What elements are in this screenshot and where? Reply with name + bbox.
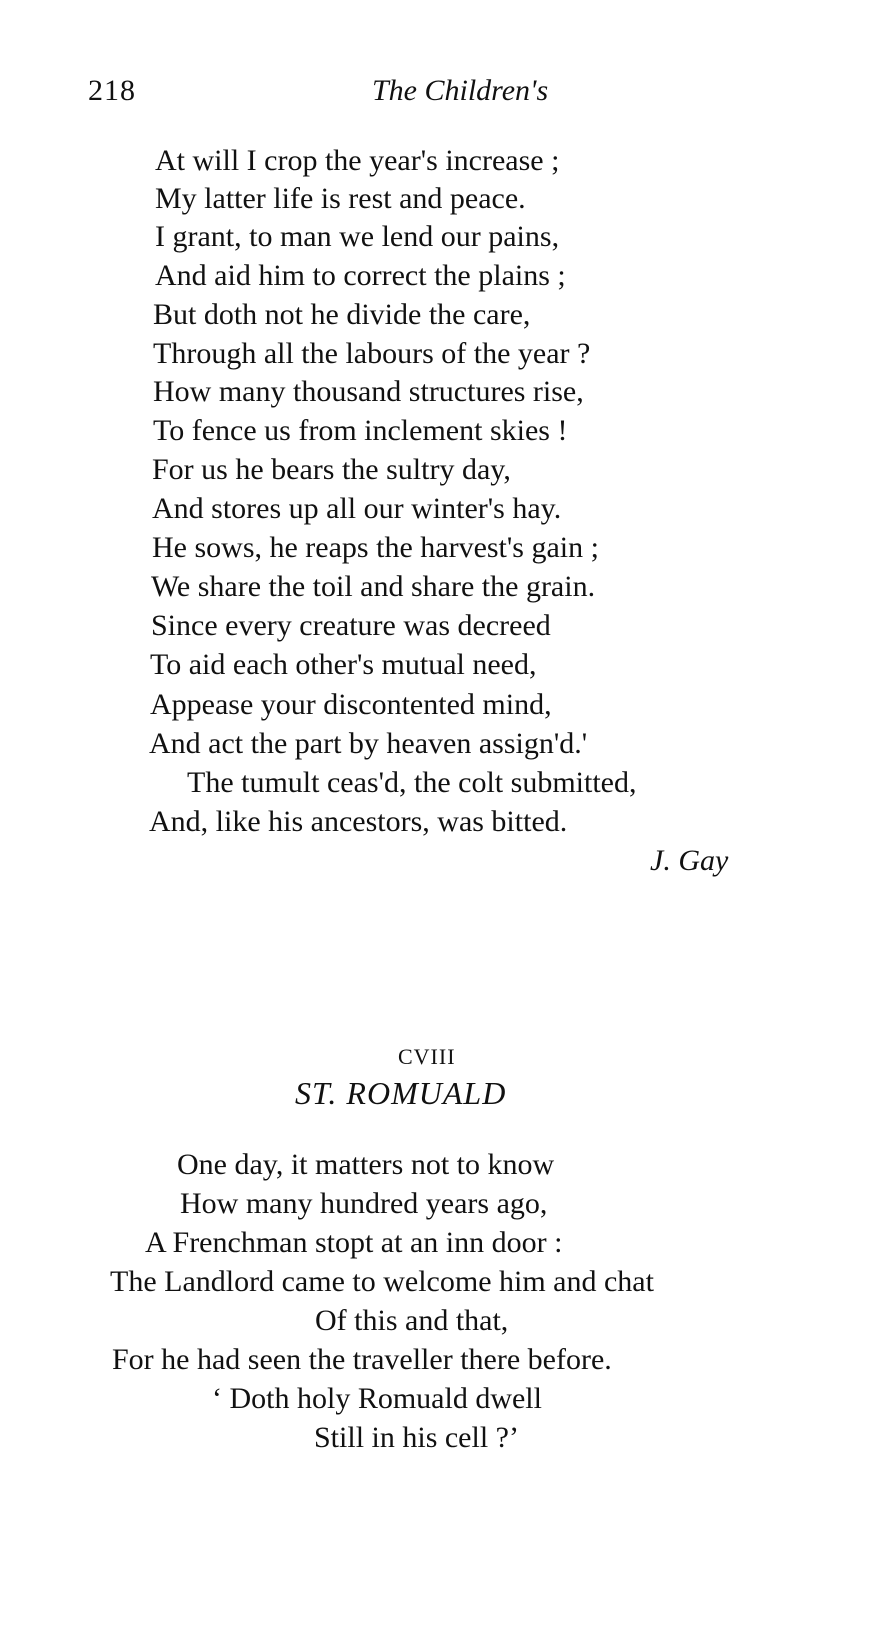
poem-line: The Landlord came to welcome him and chat bbox=[110, 1265, 654, 1298]
poem-line: But doth not he divide the care, bbox=[153, 298, 531, 331]
poem-line: To fence us from inclement skies ! bbox=[153, 414, 568, 447]
poem-line: I grant, to man we lend our pains, bbox=[155, 220, 560, 253]
poem-line: We share the toil and share the grain. bbox=[151, 570, 596, 603]
poem-line: The tumult ceas'd, the colt submitted, bbox=[187, 766, 637, 799]
running-title: The Children's bbox=[372, 74, 549, 107]
poem-line: Through all the labours of the year ? bbox=[153, 337, 591, 370]
poem-line: And stores up all our winter's hay. bbox=[152, 492, 562, 525]
poem-line: Appease your discontented mind, bbox=[150, 688, 552, 721]
poem-line: To aid each other's mutual need, bbox=[150, 648, 537, 681]
poem-line: Of this and that, bbox=[315, 1304, 509, 1337]
poem-line: Still in his cell ?’ bbox=[314, 1421, 519, 1454]
poem-line: And act the part by heaven assign'd.' bbox=[149, 727, 588, 760]
poem-line: For us he bears the sultry day, bbox=[152, 453, 511, 486]
poem-line: He sows, he reaps the harvest's gain ; bbox=[152, 531, 599, 564]
page-number: 218 bbox=[88, 74, 136, 107]
poem-line: How many hundred years ago, bbox=[180, 1187, 548, 1220]
poem-line: And aid him to correct the plains ; bbox=[155, 259, 566, 292]
poem-line: ‘ Doth holy Romuald dwell bbox=[212, 1382, 542, 1415]
poem-line: How many thousand structures rise, bbox=[153, 375, 584, 408]
poem-line: My latter life is rest and peace. bbox=[155, 182, 526, 215]
poem-line: And, like his ancestors, was bitted. bbox=[149, 805, 568, 838]
poem-number: CVIII bbox=[398, 1044, 456, 1069]
poem-line: One day, it matters not to know bbox=[177, 1148, 555, 1181]
poem-line: For he had seen the traveller there before. bbox=[112, 1343, 612, 1376]
poem-line: At will I crop the year's increase ; bbox=[155, 144, 560, 177]
poem-line: Since every creature was decreed bbox=[151, 609, 551, 642]
poem-line: A Frenchman stopt at an inn door : bbox=[145, 1226, 563, 1259]
poem-attribution: J. Gay bbox=[650, 844, 729, 877]
poem-title: ST. ROMUALD bbox=[295, 1075, 507, 1111]
